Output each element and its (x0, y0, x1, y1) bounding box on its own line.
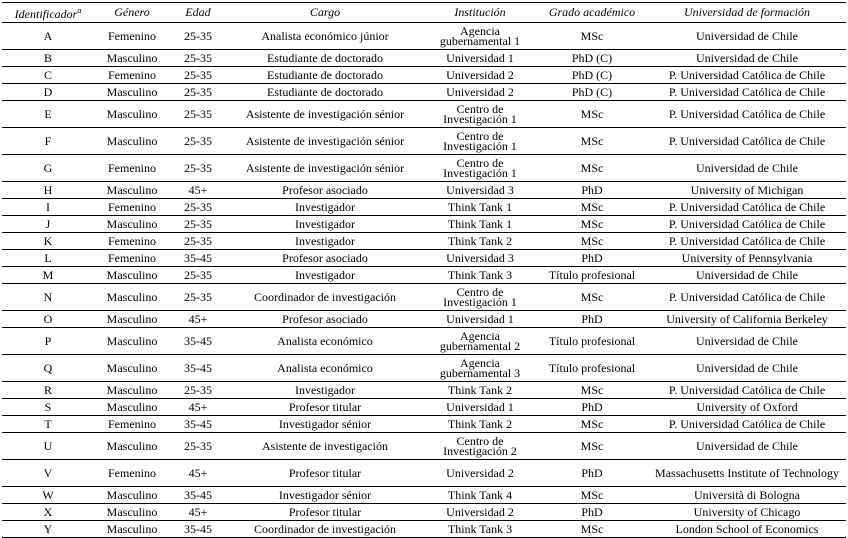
cell-identifier: Y (2, 521, 94, 538)
cell-degree: MSc (536, 416, 648, 433)
cell-identifier: T (2, 416, 94, 433)
cell-age: 25-35 (170, 267, 226, 284)
table-row (2, 216, 846, 233)
cell-gender: Femenino (94, 460, 170, 487)
cell-identifier: P (2, 328, 94, 355)
cell-role: Asistente de investigación sénior (226, 128, 424, 155)
cell-age: 25-35 (170, 67, 226, 84)
cell-gender: Masculino (94, 328, 170, 355)
cell-institution: Centro de Investigación 1 (424, 155, 536, 182)
cell-degree: PhD (536, 250, 648, 267)
cell-age: 25-35 (170, 23, 226, 50)
cell-university: University of California Berkeley (648, 311, 846, 328)
cell-degree: PhD (536, 460, 648, 487)
cell-gender: Masculino (94, 487, 170, 504)
cell-role: Profesor titular (226, 504, 424, 521)
cell-role: Asistente de investigación sénior (226, 101, 424, 128)
cell-gender: Femenino (94, 199, 170, 216)
cell-role: Profesor asociado (226, 311, 424, 328)
cell-role: Investigador (226, 199, 424, 216)
table-row (2, 416, 846, 433)
cell-role: Investigador (226, 233, 424, 250)
cell-university: P. Universidad Católica de Chile (648, 233, 846, 250)
cell-institution: Universidad 2 (424, 460, 536, 487)
cell-university: University of Pennsylvania (648, 250, 846, 267)
cell-degree: MSc (536, 23, 648, 50)
cell-degree: PhD (536, 399, 648, 416)
cell-identifier: K (2, 233, 94, 250)
cell-age: 25-35 (170, 155, 226, 182)
cell-identifier: B (2, 50, 94, 67)
cell-role: Profesor asociado (226, 182, 424, 199)
cell-institution: Universidad 1 (424, 399, 536, 416)
cell-university: Universidad de Chile (648, 328, 846, 355)
table-row (2, 23, 846, 50)
cell-degree: PhD (C) (536, 67, 648, 84)
cell-university: Universidad de Chile (648, 50, 846, 67)
cell-university: Universidad de Chile (648, 433, 846, 460)
cell-identifier: D (2, 84, 94, 101)
cell-identifier: M (2, 267, 94, 284)
cell-role: Coordinador de investigación (226, 284, 424, 311)
cell-university: P. Universidad Católica de Chile (648, 416, 846, 433)
cell-institution: Universidad 3 (424, 250, 536, 267)
cell-institution: Universidad 2 (424, 84, 536, 101)
table-row (2, 355, 846, 382)
header-university: Universidad de formación (648, 3, 846, 23)
cell-identifier: I (2, 199, 94, 216)
cell-identifier: J (2, 216, 94, 233)
cell-role: Analista económico (226, 328, 424, 355)
cell-university: P. Universidad Católica de Chile (648, 284, 846, 311)
cell-age: 25-35 (170, 382, 226, 399)
cell-institution: Think Tank 1 (424, 216, 536, 233)
cell-institution: Centro de Investigación 1 (424, 101, 536, 128)
cell-degree: Título profesional (536, 355, 648, 382)
cell-identifier: W (2, 487, 94, 504)
cell-identifier: N (2, 284, 94, 311)
cell-university: Università di Bologna (648, 487, 846, 504)
cell-degree: MSc (536, 216, 648, 233)
cell-university: P. Universidad Católica de Chile (648, 199, 846, 216)
cell-gender: Masculino (94, 101, 170, 128)
header-institution: Institución (424, 3, 536, 23)
cell-gender: Femenino (94, 23, 170, 50)
table-row (2, 199, 846, 216)
table-row (2, 233, 846, 250)
cell-role: Analista económico (226, 355, 424, 382)
cell-university: Universidad de Chile (648, 355, 846, 382)
cell-university: Universidad de Chile (648, 155, 846, 182)
cell-identifier: G (2, 155, 94, 182)
cell-gender: Masculino (94, 128, 170, 155)
cell-institution: Agencia gubernamental 2 (424, 328, 536, 355)
cell-institution: Agencia gubernamental 1 (424, 23, 536, 50)
cell-university: P. Universidad Católica de Chile (648, 382, 846, 399)
cell-age: 25-35 (170, 216, 226, 233)
cell-role: Investigador sénior (226, 487, 424, 504)
cell-degree: Título profesional (536, 328, 648, 355)
table-row (2, 504, 846, 521)
cell-age: 45+ (170, 311, 226, 328)
cell-identifier: U (2, 433, 94, 460)
cell-degree: PhD (C) (536, 84, 648, 101)
cell-university: University of Oxford (648, 399, 846, 416)
table-row (2, 267, 846, 284)
cell-degree: MSc (536, 382, 648, 399)
table-row (2, 101, 846, 128)
table-row (2, 128, 846, 155)
cell-role: Investigador (226, 267, 424, 284)
table-row (2, 487, 846, 504)
table-row (2, 460, 846, 487)
table-row (2, 311, 846, 328)
cell-university: P. Universidad Católica de Chile (648, 128, 846, 155)
cell-university: P. Universidad Católica de Chile (648, 216, 846, 233)
table-row (2, 182, 846, 199)
cell-age: 45+ (170, 460, 226, 487)
header-degree: Grado académico (536, 3, 648, 23)
cell-age: 25-35 (170, 199, 226, 216)
table-row (2, 399, 846, 416)
cell-age: 35-45 (170, 250, 226, 267)
cell-role: Profesor asociado (226, 250, 424, 267)
cell-gender: Masculino (94, 84, 170, 101)
cell-gender: Masculino (94, 355, 170, 382)
cell-identifier: E (2, 101, 94, 128)
cell-institution: Think Tank 2 (424, 233, 536, 250)
cell-degree: MSc (536, 199, 648, 216)
cell-age: 25-35 (170, 233, 226, 250)
cell-gender: Masculino (94, 284, 170, 311)
cell-role: Investigador sénior (226, 416, 424, 433)
cell-gender: Masculino (94, 433, 170, 460)
cell-institution: Agencia gubernamental 3 (424, 355, 536, 382)
table-row (2, 67, 846, 84)
cell-role: Estudiante de doctorado (226, 84, 424, 101)
cell-gender: Masculino (94, 182, 170, 199)
cell-age: 25-35 (170, 50, 226, 67)
cell-role: Estudiante de doctorado (226, 67, 424, 84)
cell-institution: Universidad 2 (424, 504, 536, 521)
cell-identifier: Q (2, 355, 94, 382)
cell-role: Investigador (226, 382, 424, 399)
cell-gender: Femenino (94, 67, 170, 84)
cell-age: 45+ (170, 182, 226, 199)
cell-role: Estudiante de doctorado (226, 50, 424, 67)
cell-identifier: C (2, 67, 94, 84)
cell-age: 35-45 (170, 416, 226, 433)
cell-university: P. Universidad Católica de Chile (648, 84, 846, 101)
cell-gender: Femenino (94, 155, 170, 182)
cell-identifier: S (2, 399, 94, 416)
cell-institution: Centro de Investigación 2 (424, 433, 536, 460)
cell-gender: Masculino (94, 521, 170, 538)
cell-degree: PhD (C) (536, 50, 648, 67)
cell-identifier: A (2, 23, 94, 50)
cell-age: 25-35 (170, 84, 226, 101)
cell-degree: MSc (536, 101, 648, 128)
cell-age: 25-35 (170, 433, 226, 460)
cell-degree: MSc (536, 487, 648, 504)
cell-role: Analista económico júnior (226, 23, 424, 50)
cell-degree: MSc (536, 155, 648, 182)
header-row (2, 3, 846, 23)
cell-institution: Think Tank 2 (424, 382, 536, 399)
cell-institution: Universidad 1 (424, 50, 536, 67)
cell-gender: Masculino (94, 50, 170, 67)
cell-age: 35-45 (170, 487, 226, 504)
header-gender: Género (94, 3, 170, 23)
table-row (2, 155, 846, 182)
header-age: Edad (170, 3, 226, 23)
table-row (2, 328, 846, 355)
cell-gender: Masculino (94, 382, 170, 399)
participants-table (2, 2, 846, 538)
table-row (2, 284, 846, 311)
cell-role: Asistente de investigación sénior (226, 155, 424, 182)
cell-identifier: H (2, 182, 94, 199)
table-row (2, 433, 846, 460)
table-row (2, 50, 846, 67)
table-row (2, 84, 846, 101)
cell-degree: MSc (536, 284, 648, 311)
cell-age: 25-35 (170, 284, 226, 311)
table-row (2, 250, 846, 267)
table-row (2, 382, 846, 399)
cell-institution: Centro de Investigación 1 (424, 128, 536, 155)
cell-degree: PhD (536, 504, 648, 521)
cell-gender: Masculino (94, 311, 170, 328)
cell-role: Investigador (226, 216, 424, 233)
cell-degree: MSc (536, 233, 648, 250)
header-identifier: Identificador$^a$ (2, 3, 94, 23)
cell-university: London School of Economics (648, 521, 846, 538)
cell-institution: Think Tank 4 (424, 487, 536, 504)
cell-degree: Título profesional (536, 267, 648, 284)
cell-university: Universidad de Chile (648, 267, 846, 284)
header-role: Cargo (226, 3, 424, 23)
cell-role: Coordinador de investigación (226, 521, 424, 538)
cell-institution: Think Tank 2 (424, 416, 536, 433)
cell-university: Universidad de Chile (648, 23, 846, 50)
cell-degree: MSc (536, 521, 648, 538)
cell-role: Profesor titular (226, 399, 424, 416)
cell-university: P. Universidad Católica de Chile (648, 101, 846, 128)
cell-degree: MSc (536, 433, 648, 460)
cell-gender: Femenino (94, 250, 170, 267)
table-body (2, 23, 846, 538)
cell-degree: MSc (536, 128, 648, 155)
cell-degree: PhD (536, 182, 648, 199)
cell-gender: Femenino (94, 416, 170, 433)
cell-university: Massachusetts Institute of Technology (648, 460, 846, 487)
footnote-marker: a (77, 6, 82, 15)
cell-gender: Femenino (94, 233, 170, 250)
cell-institution: Centro de Investigación 1 (424, 284, 536, 311)
cell-university: P. Universidad Católica de Chile (648, 67, 846, 84)
cell-age: 35-45 (170, 355, 226, 382)
cell-gender: Masculino (94, 399, 170, 416)
cell-institution: Think Tank 3 (424, 521, 536, 538)
cell-university: University of Chicago (648, 504, 846, 521)
cell-institution: Universidad 2 (424, 67, 536, 84)
cell-gender: Masculino (94, 267, 170, 284)
cell-identifier: L (2, 250, 94, 267)
cell-institution: Think Tank 3 (424, 267, 536, 284)
cell-age: 35-45 (170, 328, 226, 355)
cell-identifier: F (2, 128, 94, 155)
cell-role: Profesor titular (226, 460, 424, 487)
cell-institution: Think Tank 1 (424, 199, 536, 216)
cell-age: 45+ (170, 504, 226, 521)
cell-identifier: X (2, 504, 94, 521)
cell-degree: PhD (536, 311, 648, 328)
cell-identifier: R (2, 382, 94, 399)
cell-institution: Universidad 1 (424, 311, 536, 328)
cell-role: Asistente de investigación (226, 433, 424, 460)
cell-age: 25-35 (170, 128, 226, 155)
cell-gender: Masculino (94, 504, 170, 521)
cell-identifier: V (2, 460, 94, 487)
cell-identifier: O (2, 311, 94, 328)
cell-age: 25-35 (170, 101, 226, 128)
cell-gender: Masculino (94, 216, 170, 233)
cell-age: 35-45 (170, 521, 226, 538)
cell-university: University of Michigan (648, 182, 846, 199)
cell-institution: Universidad 3 (424, 182, 536, 199)
cell-age: 45+ (170, 399, 226, 416)
